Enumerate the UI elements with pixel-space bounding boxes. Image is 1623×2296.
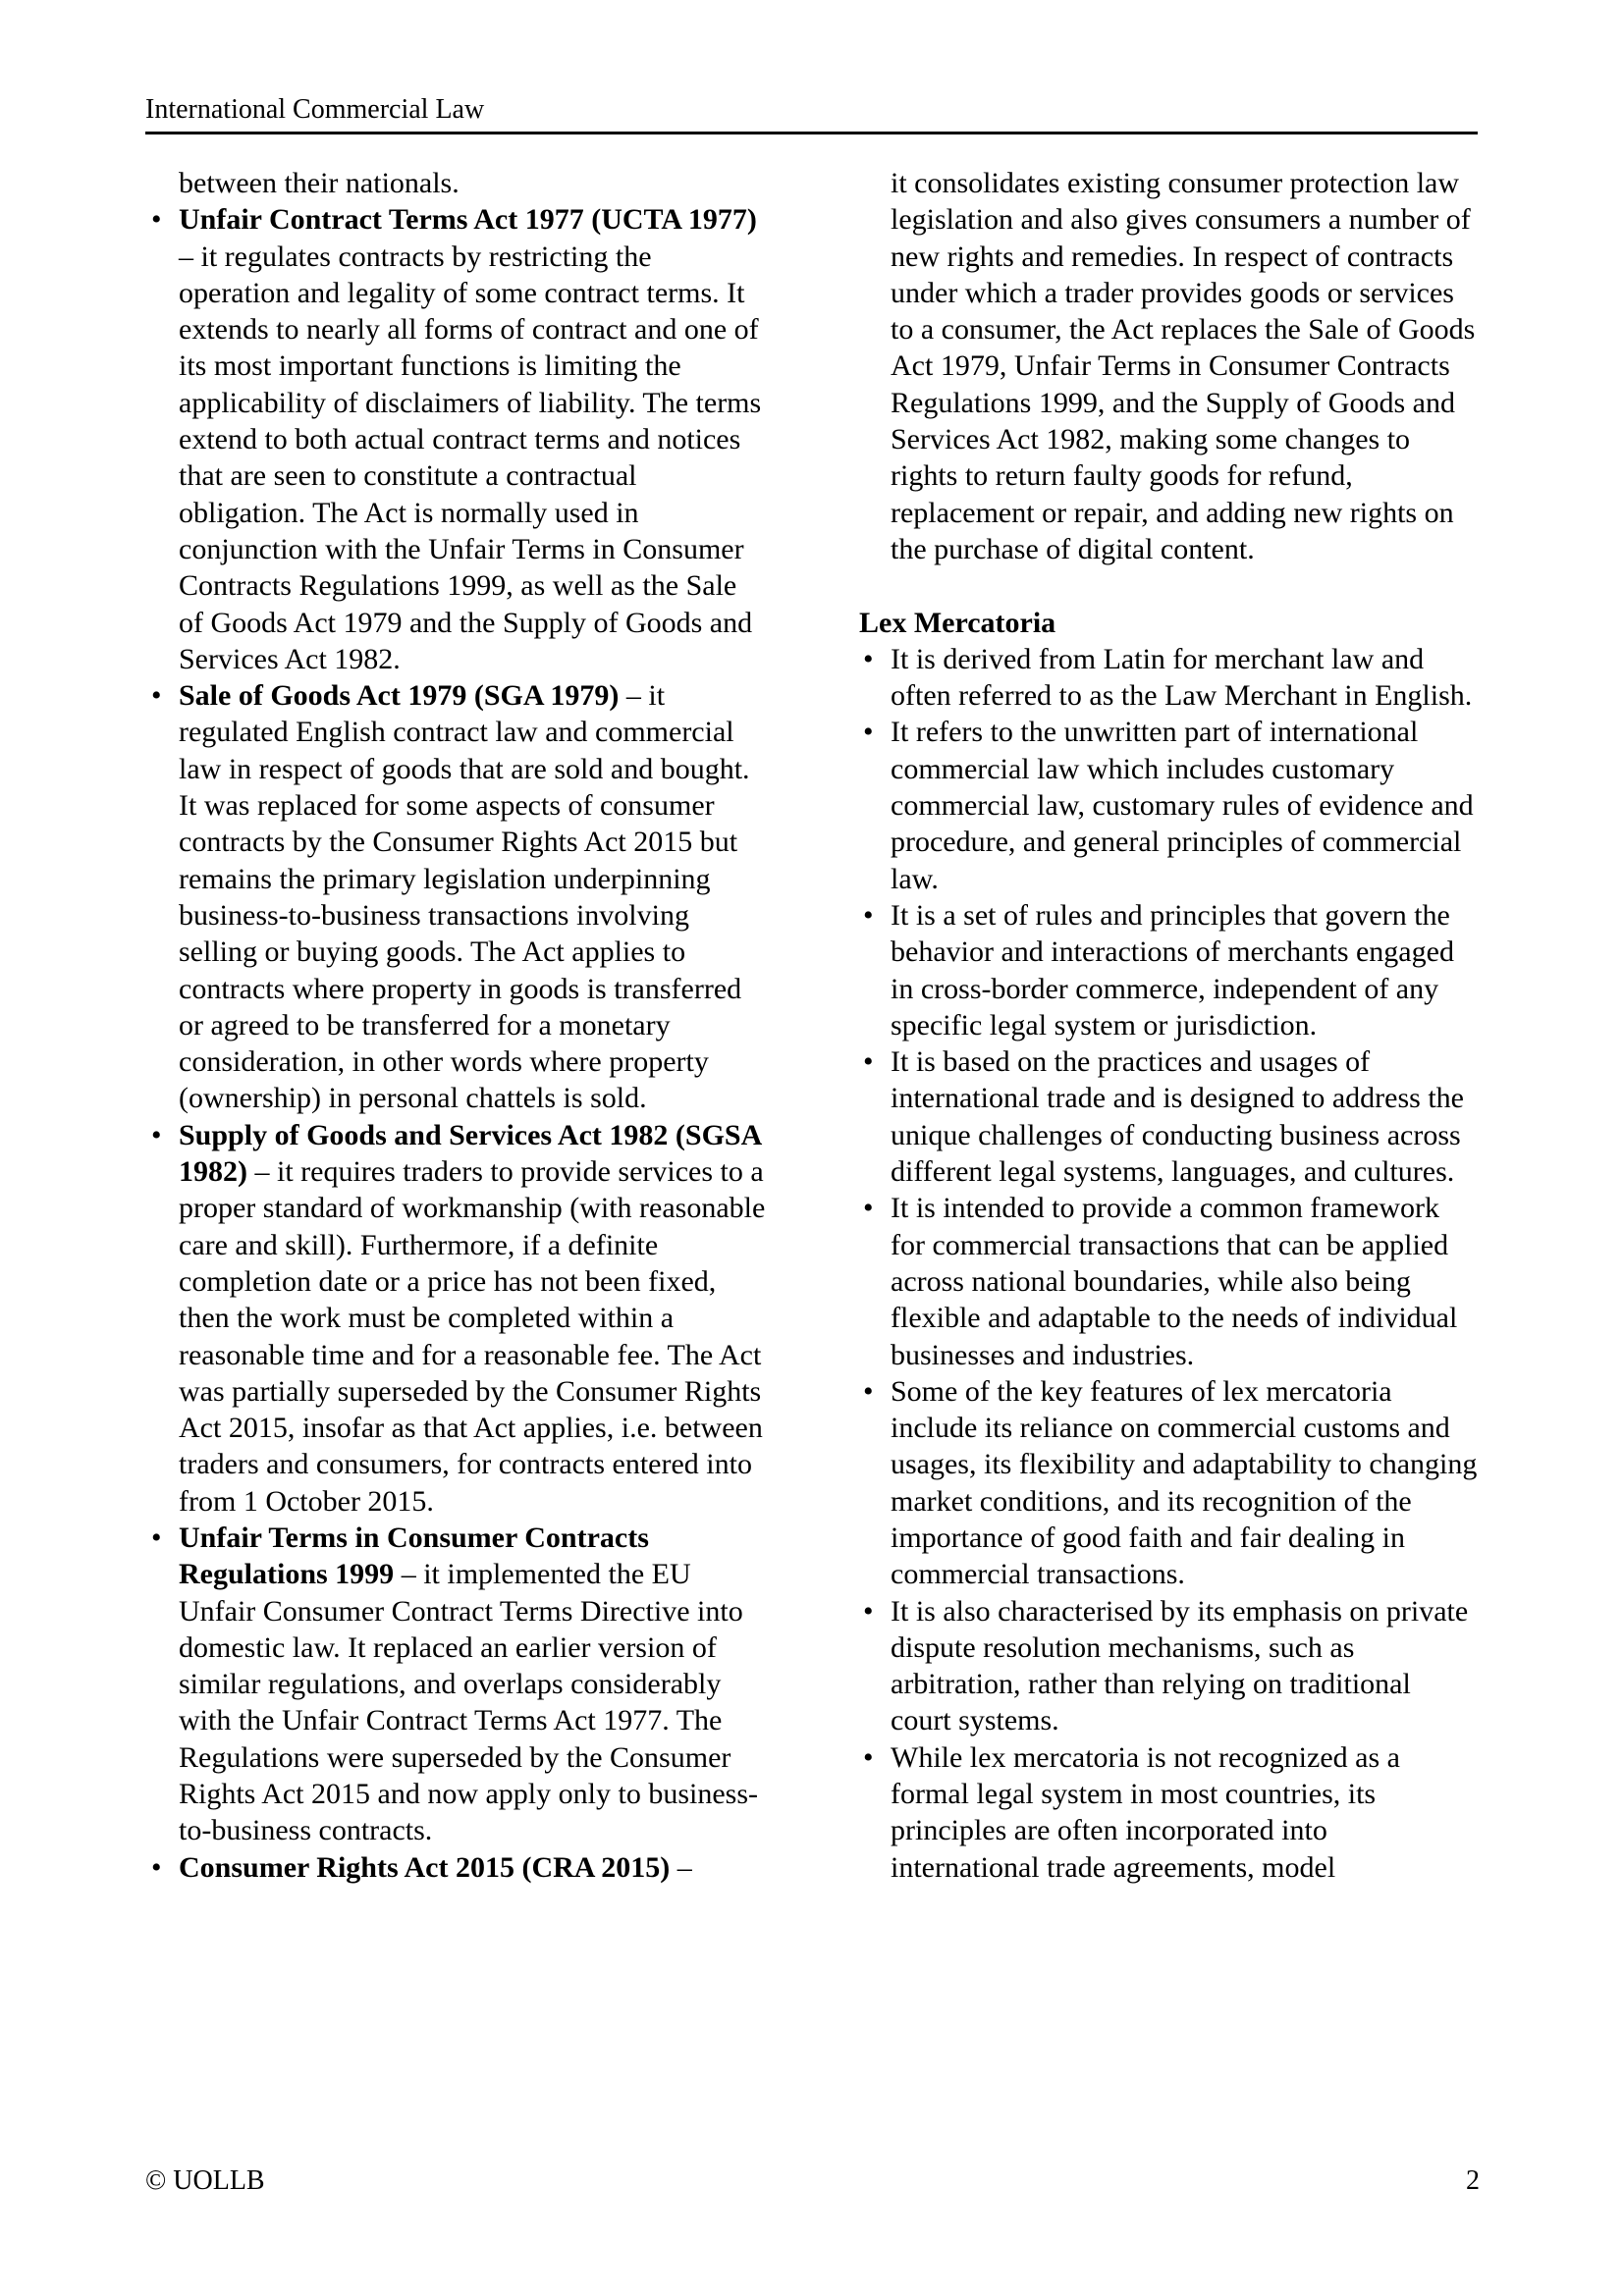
continuation-paragraph: it consolidates existing consumer protection law legislation and also gives consumers a number of new rights and remedies. In respect of contracts under which a trader provides goods or services to a consumer, the Act replaces the Sale of Goods Act 1979, Unfair Terms in Consumer Contracts Regulations 1999, and the Supply of Goods and Services Act 1982, making some changes to rights to return faulty goods for refund, replacement or repair, and adding new rights on the purchase of digital content. bbox=[891, 167, 1476, 565]
list-item: • While lex mercatoria is not recognized as a formal legal system in most countries, its principles are often incorporated into international trade agreements, model bbox=[859, 1739, 1478, 1886]
statute-description: – it regulated English contract law and commercial law in respect of goods that are sold and bought. It was replaced for some aspects of consumer contracts by the Consumer Rights Act 2015 but remains the primary legislation underpinning business-to-business transactions involving selling or buying goods. The Act applies to contracts where property in goods is transferred or agreed to be transferred for a monetary consideration, in other words where property (ownership) in personal chattels is sold. bbox=[179, 679, 750, 1115]
list-item bbox=[147, 1520, 766, 1849]
left-column bbox=[147, 165, 766, 1886]
section-heading: Lex Mercatoria bbox=[859, 606, 1056, 639]
list-item: • It is derived from Latin for merchant law and often referred to as the Law Merchant in English. bbox=[859, 641, 1478, 715]
list-item bbox=[147, 1849, 766, 1886]
list-item: • Some of the key features of lex mercatoria include its reliance on commercial customs and usages, its flexibility and adaptability to changing market conditions, and its recognition of the importance of good faith and fair dealing in commercial transactions. bbox=[859, 1373, 1478, 1593]
statute-name: Consumer Rights Act 2015 (CRA 2015) bbox=[179, 1850, 671, 1884]
continuation-paragraph: between their nationals. bbox=[179, 167, 460, 199]
statute-name: Supply of Goods and Services Act 1982 (SGSA 1982) bbox=[179, 1118, 761, 1189]
copyright-notice: © UOLLB bbox=[145, 2165, 265, 2196]
statute-description: – bbox=[670, 1850, 692, 1884]
page-number: 2 bbox=[1466, 2165, 1480, 2196]
right-column bbox=[859, 165, 1478, 1886]
running-header-title: International Commercial Law bbox=[145, 94, 485, 125]
list-item bbox=[147, 1117, 766, 1520]
list-item: • It is also characterised by its emphasis on private dispute resolution mechanisms, such as arbitration, rather than relying on traditional court systems. bbox=[859, 1593, 1478, 1739]
list-item: • It refers to the unwritten part of international commercial law which includes customary commercial law, customary rules of evidence and procedure, and general principles of commercial law. bbox=[859, 714, 1478, 896]
list-item: • It is based on the practices and usages of international trade and is designed to address the unique challenges of conducting business across different legal systems, languages, and cultures. bbox=[859, 1043, 1478, 1190]
statute-description: – it requires traders to provide services to a proper standard of workmanship (with reasonable care and skill). Furthermore, if a definite completion date or a price has not been fixed, then the work must be completed within a reasonable time and for a reasonable fee. The Act was partially superseded by the Consumer Rights Act 2015, insofar as that Act applies, i.e. between traders and consumers, for contracts entered into from 1 October 2015. bbox=[179, 1155, 766, 1518]
list-item: • It is a set of rules and principles that govern the behavior and interactions of merchants engaged in cross-border commerce, independent of any specific legal system or jurisdiction. bbox=[859, 897, 1478, 1043]
statute-name: Unfair Contract Terms Act 1977 (UCTA 1977) bbox=[179, 203, 757, 237]
page-header bbox=[145, 94, 1478, 134]
statute-description: – it implemented the EU Unfair Consumer Contract Terms Directive into domestic law. It replaced an earlier version of similar regulations, and overlaps considerably with the Unfair Contract Terms Act 1977. The Regulations were superseded by the Consumer Rights Act 2015 and now apply only to business-to-business contracts. bbox=[179, 1558, 758, 1847]
list-item bbox=[147, 677, 766, 1117]
statute-description: – it regulates contracts by restricting the operation and legality of some contract terms. It extends to nearly all forms of contract and one of its most important functions is limiting the applicability of disclaimers of liability. The terms extend to both actual contract terms and notices that are seen to constitute a contractual obligation. The Act is normally used in conjunction with the Unfair Terms in Consumer Contracts Regulations 1999, as well as the Sale of Goods Act 1979 and the Supply of Goods and Services Act 1982. bbox=[179, 240, 762, 675]
statute-name: Sale of Goods Act 1979 (SGA 1979) bbox=[179, 679, 620, 713]
list-item bbox=[147, 201, 766, 677]
two-column-body bbox=[147, 165, 1478, 1886]
page-footer bbox=[145, 2165, 1480, 2197]
statutes-list bbox=[147, 201, 766, 1886]
statute-name: Unfair Terms in Consumer Contracts Regulations 1999 bbox=[179, 1521, 649, 1591]
lex-mercatoria-list bbox=[859, 641, 1478, 1886]
list-item: • It is intended to provide a common framework for commercial transactions that can be applied across national boundaries, while also being flexible and adaptable to the needs of individual businesses and industries. bbox=[859, 1190, 1478, 1372]
